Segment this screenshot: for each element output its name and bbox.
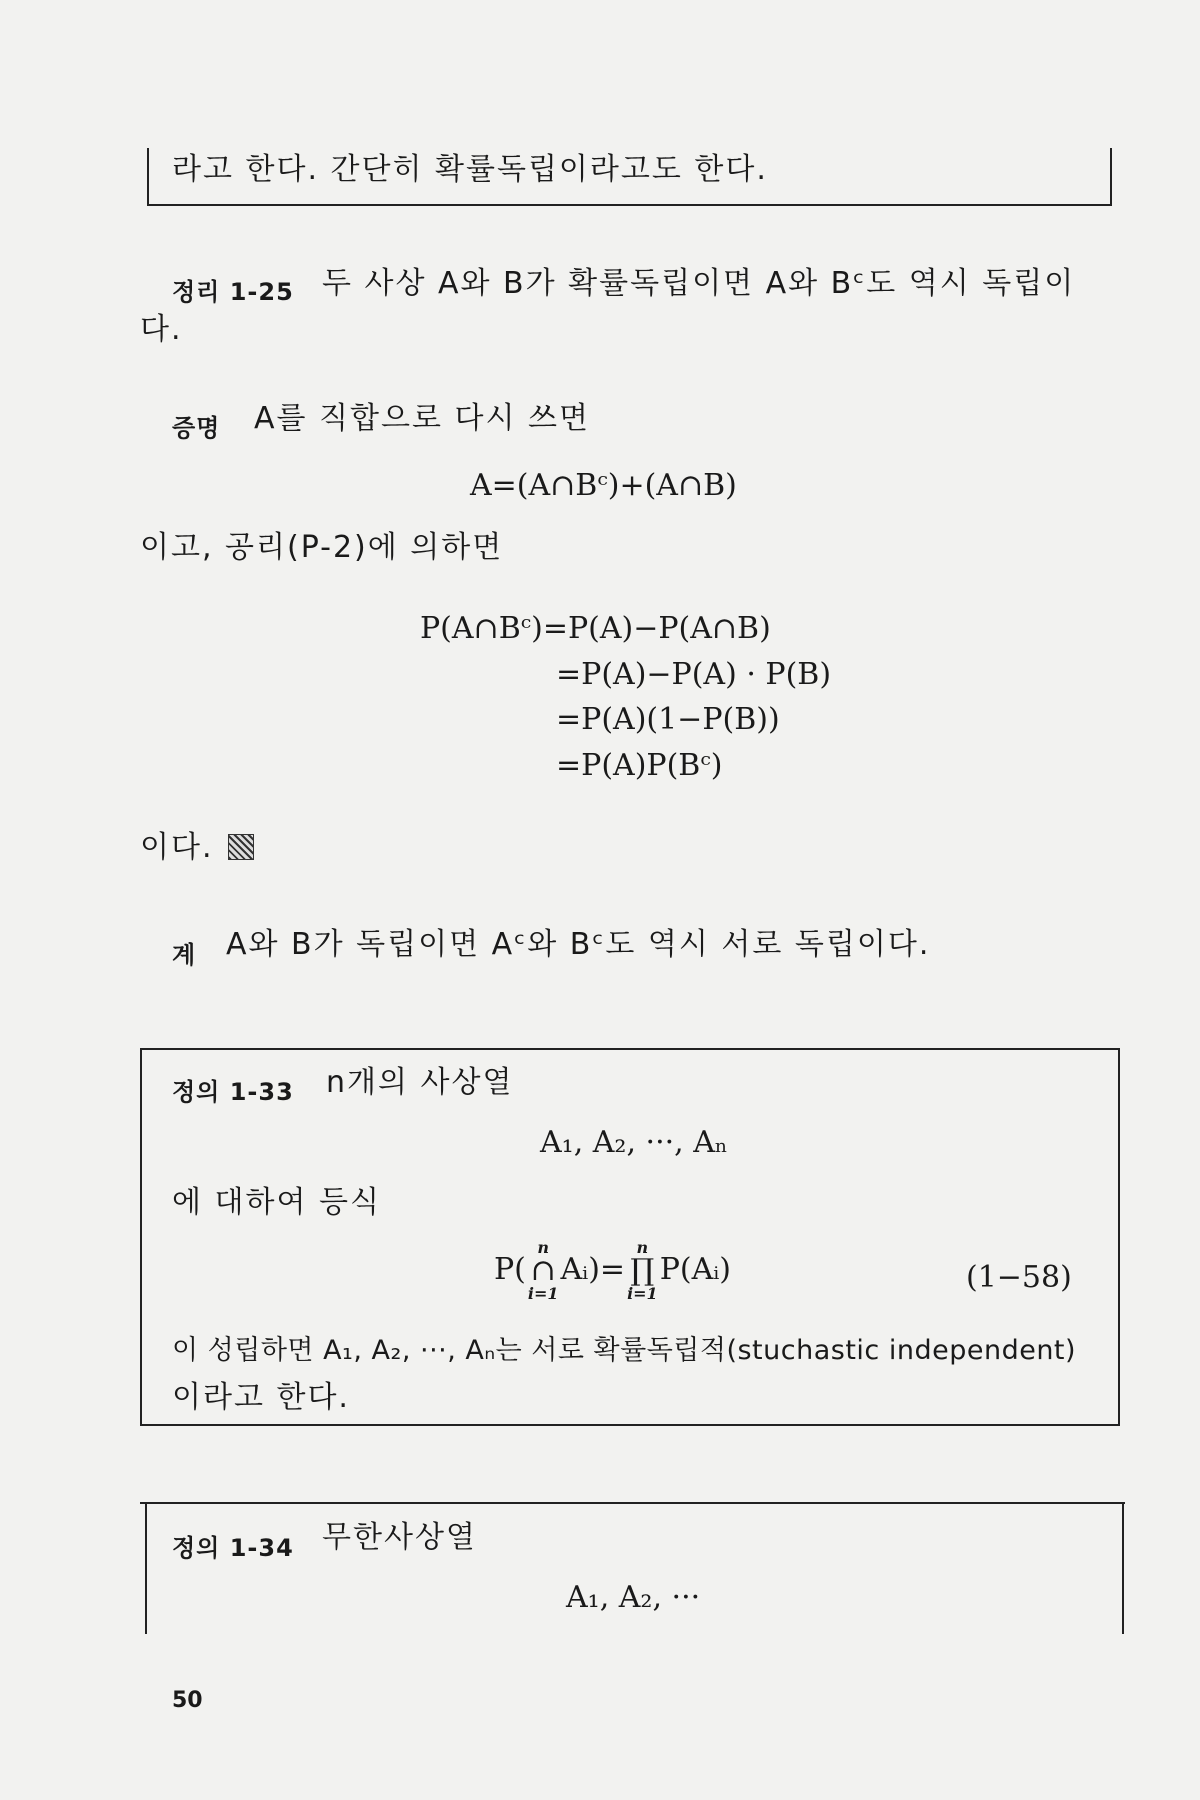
eq-158-mid: Aᵢ)= (560, 1252, 626, 1287)
intersection-lower-limit: i=1 (527, 1284, 559, 1303)
definition-133-top-border (140, 1048, 1120, 1050)
axiom-text: 이고, 공리(P-2)에 의하면 (140, 530, 504, 565)
equation-number: (1−58) (966, 1260, 1072, 1295)
top-box-left-border (147, 148, 149, 204)
corollary-label: 계 (172, 941, 197, 969)
intersection-symbol: ∩ (530, 1253, 556, 1288)
eq-158-right: P(Aᵢ) (659, 1252, 731, 1287)
definition-134-intro: 무한사상열 (322, 1520, 477, 1555)
definition-134-sequence: A₁, A₂, ··· (566, 1580, 701, 1615)
equation-line-2: =P(A)−P(A) · P(B) (556, 657, 832, 692)
equation-line-1: P(A∩Bᶜ)=P(A)−P(A∩B) (420, 611, 771, 646)
proof-label: 증명 (172, 414, 221, 442)
product-symbol: ∏ (630, 1253, 655, 1288)
intersection-operator (528, 1240, 559, 1302)
equation-line-4: =P(A)P(Bᶜ) (556, 748, 723, 783)
eq-158-left: P( (494, 1252, 526, 1287)
product-lower-limit: i=1 (627, 1284, 658, 1303)
top-box-right-border (1110, 148, 1112, 204)
proof-intro: A를 직합으로 다시 쓰면 (254, 401, 590, 436)
definition-133-right-border (1118, 1048, 1120, 1424)
product-operator (627, 1240, 658, 1302)
definition-134-left-border (145, 1502, 147, 1634)
definition-133-intro: n개의 사상열 (326, 1065, 514, 1100)
definition-133-result-line2: 이라고 한다. (172, 1380, 350, 1415)
qed-icon (228, 834, 254, 860)
definition-133-result-line1: 이 성립하면 A₁, A₂, ···, Aₙ는 서로 확률독립적(stuchastic independent) (172, 1335, 1077, 1366)
definition-133-label: 정의 1-33 (172, 1078, 294, 1106)
definition-134-top-border (140, 1502, 1125, 1504)
product-upper-limit: n (636, 1238, 649, 1257)
corollary-text: A와 B가 독립이면 Aᶜ와 Bᶜ도 역시 서로 독립이다. (226, 927, 931, 962)
theorem-label: 정리 1-25 (172, 278, 294, 306)
definition-133-left-border (140, 1048, 142, 1424)
proof-conclusion-text: 이다. (140, 830, 214, 865)
theorem-text-line2: 다. (140, 312, 183, 347)
definition-133-bottom-border (140, 1424, 1120, 1426)
intersection-upper-limit: n (537, 1238, 550, 1257)
page-number: 50 (172, 1688, 203, 1713)
definition-134-label: 정의 1-34 (172, 1534, 294, 1562)
definition-133-sequence: A₁, A₂, ···, Aₙ (540, 1125, 728, 1160)
top-box-text: 라고 한다. 간단히 확률독립이라고도 한다. (172, 152, 768, 187)
equation-line-3: =P(A)(1−P(B)) (556, 702, 780, 737)
definition-134-right-border (1122, 1502, 1124, 1634)
equation-1-58 (494, 1240, 731, 1302)
proof-conclusion (140, 830, 254, 866)
top-box-bottom-border (147, 204, 1112, 206)
equation-decomposition: A=(A∩Bᶜ)+(A∩B) (470, 468, 737, 503)
theorem-text-line1: 두 사상 A와 B가 확률독립이면 A와 Bᶜ도 역시 독립이 (322, 266, 1076, 301)
definition-133-condition: 에 대하여 등식 (172, 1185, 381, 1220)
